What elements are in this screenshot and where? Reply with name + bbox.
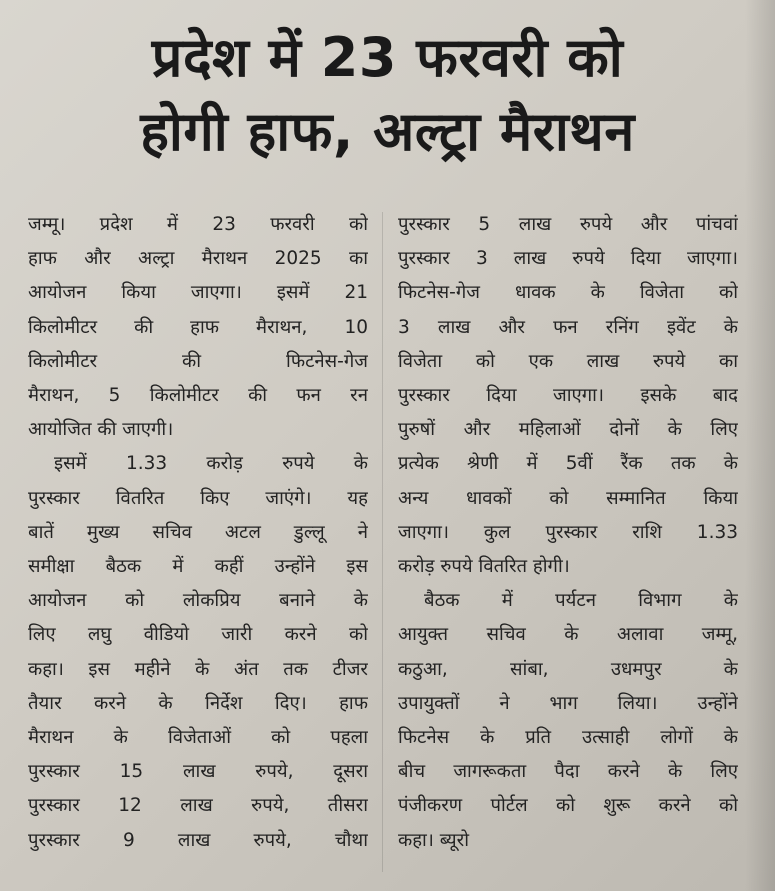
article-left-column bbox=[28, 208, 368, 858]
article-line: पुरस्कार 12 लाख रुपये, तीसरा bbox=[28, 795, 368, 817]
article-line: आयुक्त सचिव के अलावा जम्मू, bbox=[398, 624, 738, 646]
article-line: 3 लाख और फन रनिंग इवेंट के bbox=[398, 316, 738, 338]
article-line: मैराथन, 5 किलोमीटर की फन रन bbox=[28, 385, 368, 407]
article-line: विजेता को एक लाख रुपये का bbox=[398, 350, 738, 372]
article-line: प्रत्येक श्रेणी में 5वीं रैंक तक के bbox=[398, 453, 738, 475]
column-divider bbox=[382, 212, 383, 872]
article-line: जम्मू। प्रदेश में 23 फरवरी को bbox=[28, 214, 368, 235]
article-line: आयोजन किया जाएगा। इसमें 21 bbox=[28, 282, 368, 304]
article-line: जाएगा। कुल पुरस्कार राशि 1.33 bbox=[398, 521, 738, 543]
article-line: कहा। इस महीने के अंत तक टीजर bbox=[28, 658, 368, 680]
article-line: करोड़ रुपये वितरित होगी। bbox=[398, 556, 570, 578]
headline-line-1: प्रदेश में 23 फरवरी को bbox=[151, 26, 624, 89]
article-line: इसमें 1.33 करोड़ रुपये के bbox=[54, 453, 368, 475]
article-line: कहा। ब्यूरो bbox=[398, 829, 470, 851]
article-line: लिए लघु वीडियो जारी करने को bbox=[28, 624, 368, 646]
article-line: बातें मुख्य सचिव अटल डुल्लू ने bbox=[28, 521, 368, 543]
article-line: आयोजित की जाएगी। bbox=[28, 419, 174, 441]
headline-line-2: होगी हाफ, अल्ट्रा मैराथन bbox=[140, 100, 635, 163]
article-line: पुरुषों और महिलाओं दोनों के लिए bbox=[398, 419, 738, 441]
article-line: आयोजन को लोकप्रिय बनाने के bbox=[28, 590, 368, 612]
article-line: पंजीकरण पोर्टल को शुरू करने को bbox=[398, 795, 738, 817]
article-line: फिटनेस के प्रति उत्साही लोगों के bbox=[398, 727, 738, 749]
article-line: अन्य धावकों को सम्मानित किया bbox=[398, 487, 738, 509]
article-right-column bbox=[398, 208, 738, 858]
article-line: उपायुक्तों ने भाग लिया। उन्होंने bbox=[398, 692, 738, 714]
article-line: किलोमीटर की फिटनेस-गेज bbox=[28, 350, 368, 372]
article-line: हाफ और अल्ट्रा मैराथन 2025 का bbox=[28, 248, 368, 270]
article-line: पुरस्कार 9 लाख रुपये, चौथा bbox=[28, 829, 368, 851]
article-line: कठुआ, सांबा, उधमपुर के bbox=[398, 658, 738, 680]
article-line: तैयार करने के निर्देश दिए। हाफ bbox=[28, 692, 368, 714]
article-line: बैठक में पर्यटन विभाग के bbox=[424, 590, 738, 612]
article-line: फिटनेस-गेज धावक के विजेता को bbox=[398, 282, 738, 304]
article-line: किलोमीटर की हाफ मैराथन, 10 bbox=[28, 316, 368, 338]
article-line: पुरस्कार दिया जाएगा। इसके बाद bbox=[398, 385, 738, 407]
article-line: पुरस्कार वितरित किए जाएंगे। यह bbox=[28, 487, 368, 509]
article-line: पुरस्कार 15 लाख रुपये, दूसरा bbox=[28, 761, 368, 783]
article-line: पुरस्कार 3 लाख रुपये दिया जाएगा। bbox=[398, 248, 738, 270]
article-line: समीक्षा बैठक में कहीं उन्होंने इस bbox=[28, 556, 368, 578]
article-line: पुरस्कार 5 लाख रुपये और पांचवां bbox=[398, 214, 738, 235]
article-line: बीच जागरूकता पैदा करने के लिए bbox=[398, 761, 738, 783]
article-line: मैराथन के विजेताओं को पहला bbox=[28, 727, 368, 749]
